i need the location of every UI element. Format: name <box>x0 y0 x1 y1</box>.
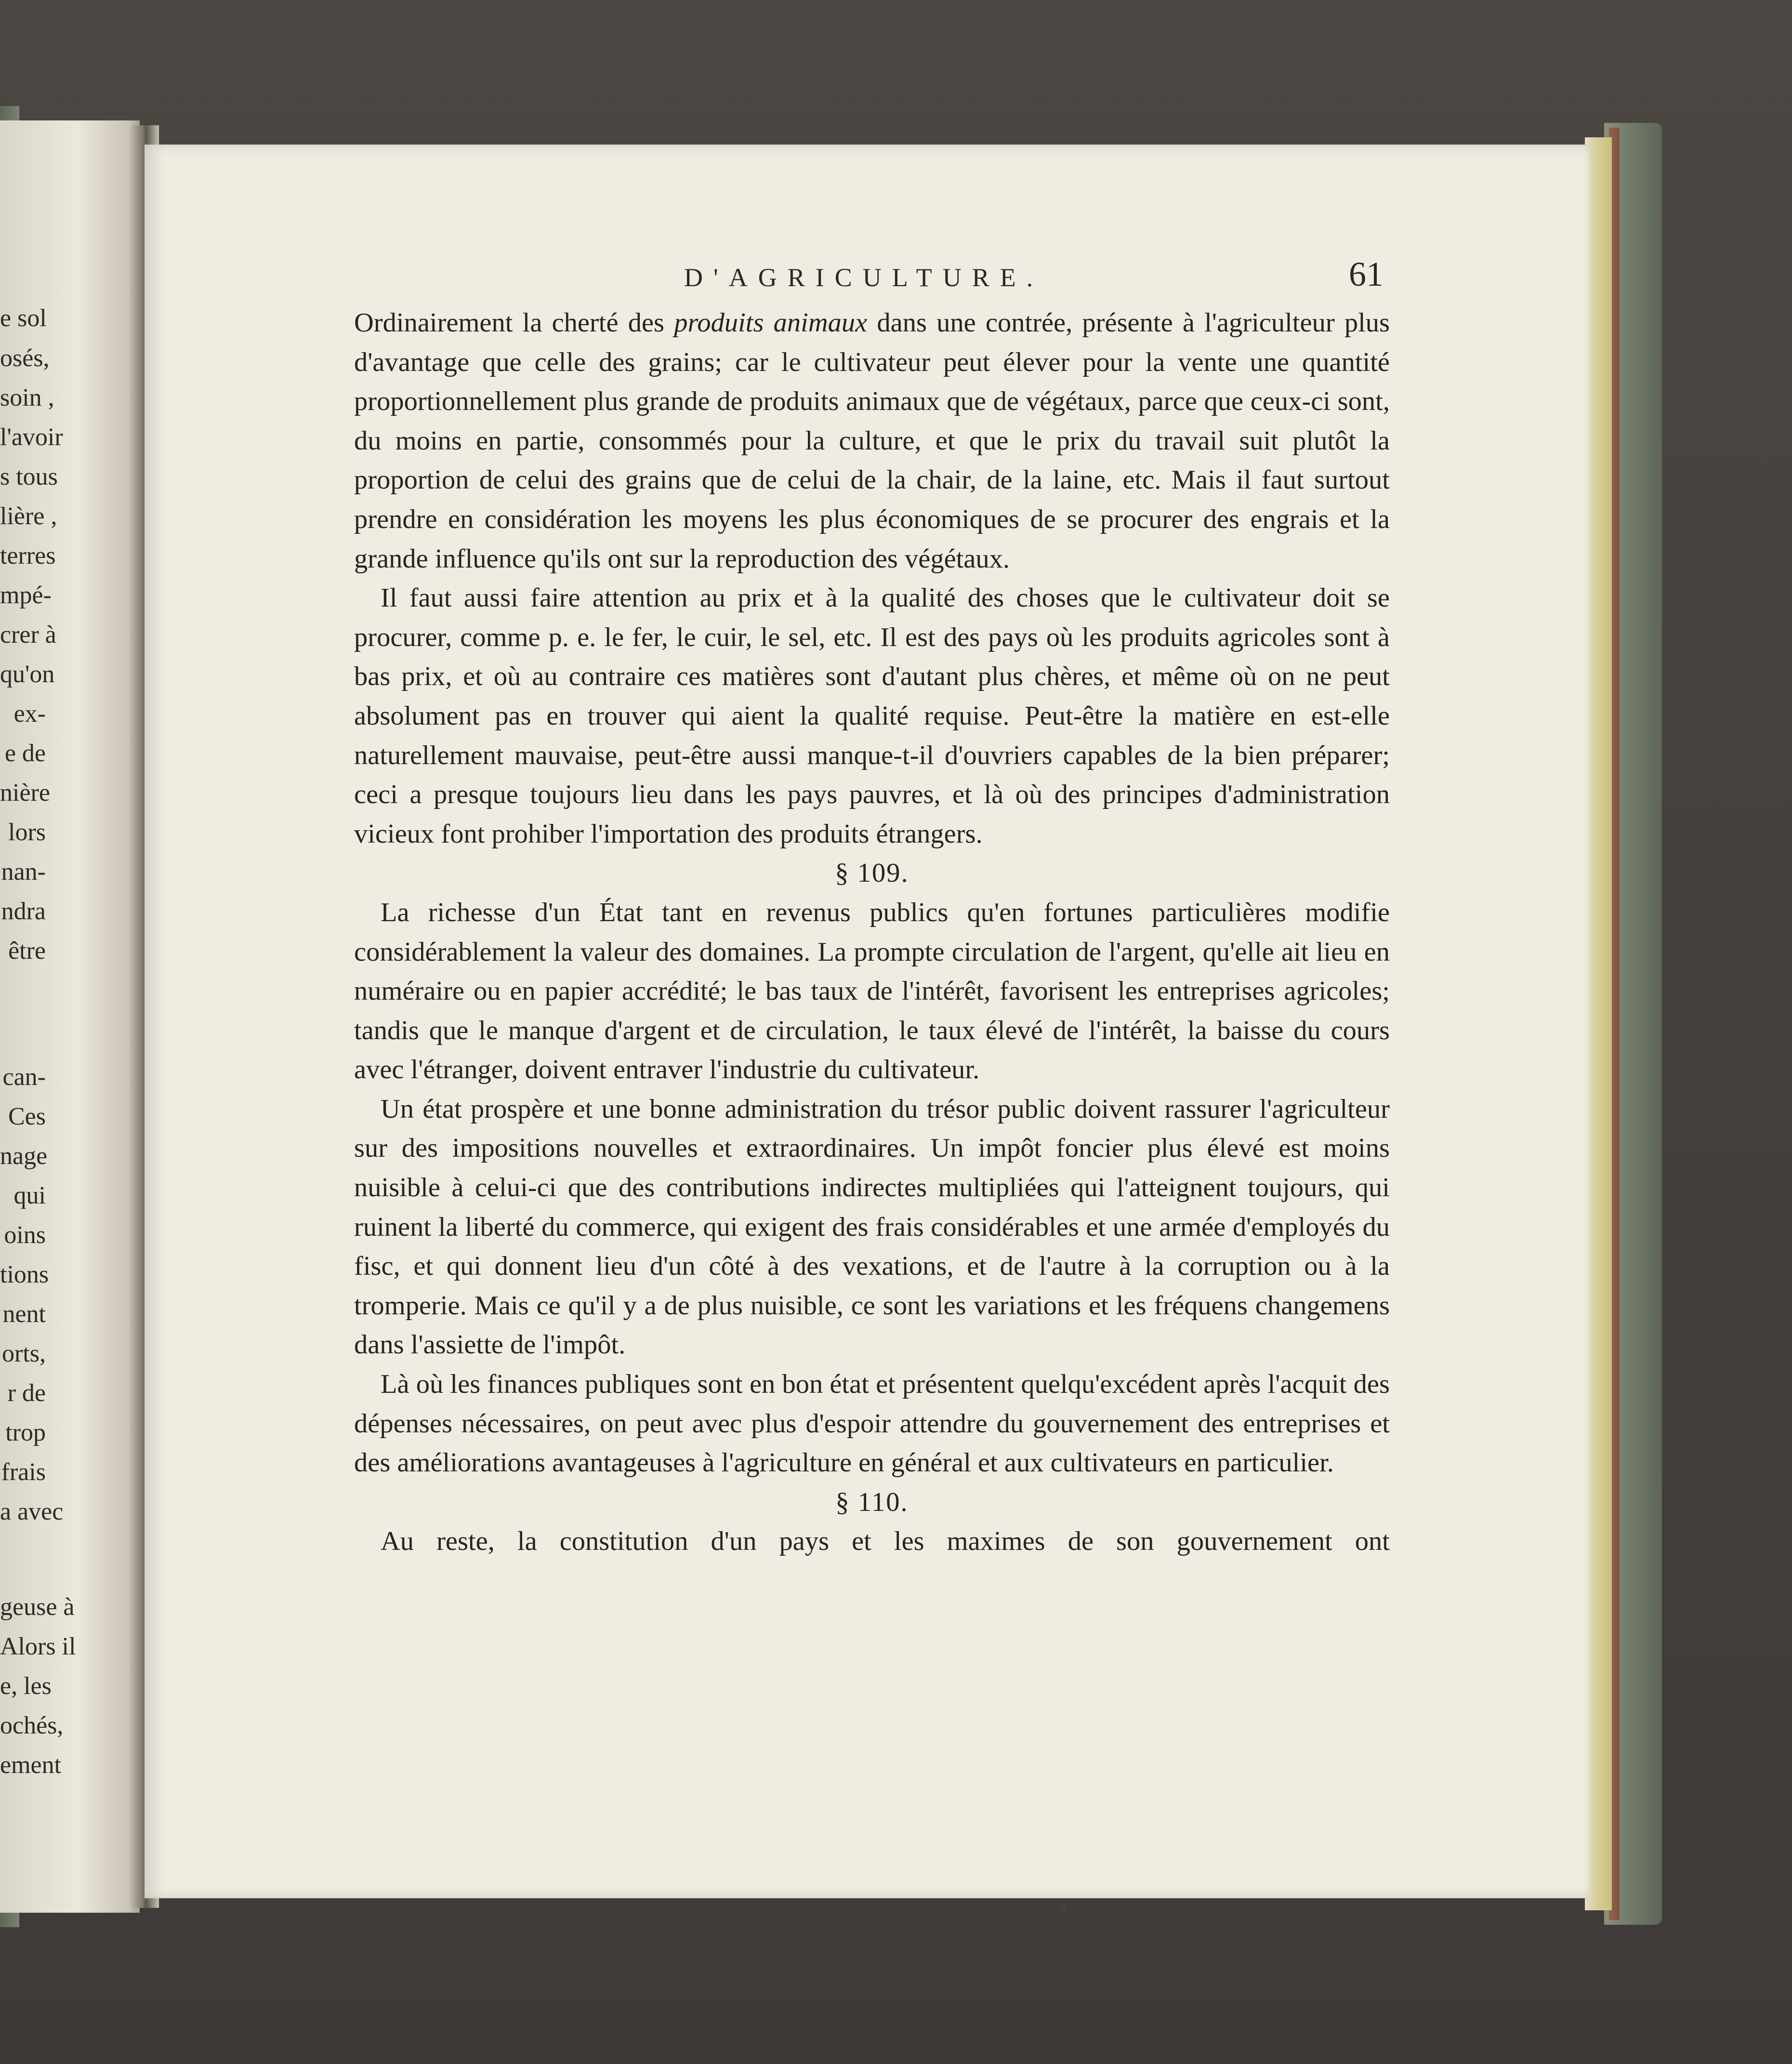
left-fragment: orts, <box>2 1340 46 1367</box>
paragraph-text: Ordinairement la cherté des <box>354 308 674 338</box>
left-fragment: a avec <box>0 1498 64 1525</box>
paragraph-text: dans une contrée, présente à l'agriculteur plus d'avantage que celle des grains; car le cultivateur peut élever pour la vente une quantité proportionnellement plus grande de produits animaux que de végétaux, parce que ceux-ci sont, du moins en partie, consommés pour la culture, et que le prix du travail suit plutôt la proportion de celui des grains que de celui de la chair, de la laine, etc. Mais il faut surtout prendre en considération les moyens les plus économiques de se procurer des engrais et la grande influence qu'ils ont sur la reproduction des végétaux. <box>354 308 1390 574</box>
paper-stain <box>1060 1903 1067 1911</box>
left-fragment: trop <box>5 1419 46 1446</box>
left-fragment: ement <box>0 1751 62 1779</box>
left-fragment: mpé- <box>0 582 52 609</box>
paragraph: La richesse d'un État tant en revenus publics qu'en fortunes particulières modifie considérablement la valeur des domaines. La prompte circulation de l'argent, qu'elle ait lieu en numéraire ou en papier accrédité; le bas taux de l'intérêt, favorisent les entreprises agricoles; tandis que le manque d'argent et de circulation, le taux élevé de l'intérêt, la baisse du cours avec l'étranger, doivent entraver l'industrie du cultivateur. <box>354 897 1390 1085</box>
emphasized-term: produits animaux <box>674 308 868 338</box>
left-fragment: nière <box>0 779 50 807</box>
left-fragment: e, les <box>0 1672 52 1700</box>
paragraph: Il faut aussi faire attention au prix et à la qualité des choses que le cultivateur doit se procurer, comme p. e. le fer, le cuir, le sel, etc. Il est des pays où les produits agricoles sont à bas prix, et où au contraire ces matières sont d'autant plus chères, et même où on ne peut absolument pas en trouver qui aient la qualité requise. Peut-être la matière en est-elle naturellement mauvaise, peut-être aussi manque-t-il d'ouvriers capables de la bien préparer; ceci a presque toujours lieu dans les pays pauvres, et là où des principes d'administration vicieux font prohiber l'importation des produits étrangers. <box>354 583 1390 849</box>
left-fragment: e sol <box>0 304 47 332</box>
left-fragment: soin , <box>0 384 54 411</box>
running-head: D'AGRICULTURE. <box>684 263 1044 292</box>
left-fragment: r de <box>7 1379 46 1407</box>
section-heading: § 109. <box>835 858 909 888</box>
paragraph <box>354 304 1390 579</box>
left-page-fragments <box>0 0 140 2064</box>
left-fragment: s tous <box>0 463 58 490</box>
paragraph: Un état prospère et une bonne administration du trésor public doivent rassurer l'agriculteur sur des impositions nouvelles et extraordinaires. Un impôt foncier plus élevé est moins nuisible à celui-ci que des contributions indirectes multipliées qui l'atteignent toujours, qui ruinent la liberté du commerce, qui exigent des frais considérables et une armée d'employés du fisc, et qui donnent lieu d'un côté à des vexations, et de l'autre à la corruption ou à la tromperie. Mais ce qu'il y a de plus nuisible, ce sont les variations et les fréquens changemens dans l'assiette de l'impôt. <box>354 1094 1390 1360</box>
left-fragment: lière , <box>0 503 57 530</box>
left-fragment: être <box>8 937 46 965</box>
paragraph: Au reste, la constitution d'un pays et les maximes de son gouvernement ont <box>381 1526 1390 1557</box>
left-fragment: nan- <box>1 858 46 886</box>
left-fragment: Ces <box>8 1103 46 1130</box>
left-fragment: osés, <box>0 344 50 372</box>
left-fragment: lors <box>8 819 46 846</box>
left-fragment: crer à <box>0 621 56 648</box>
left-fragment: nage <box>0 1142 48 1170</box>
left-fragment: qui <box>13 1182 46 1209</box>
page-number: 61 <box>1349 255 1384 293</box>
left-fragment: ndra <box>1 898 46 925</box>
left-fragment: tions <box>0 1261 49 1288</box>
left-fragment: e de <box>4 740 46 767</box>
left-fragment: oins <box>4 1221 46 1249</box>
left-fragment: frais <box>1 1458 46 1486</box>
left-fragment: l'avoir <box>0 423 63 451</box>
left-fragment: can- <box>2 1063 46 1091</box>
paragraph: Là où les finances publiques sont en bon état et présentent quelqu'excédent après l'acquit des dépenses nécessaires, on peut avec plus d'espoir attendre du gouvernement des entreprises et des améliorations avantageuses à l'agriculture en général et aux cultivateurs en particulier. <box>354 1369 1390 1478</box>
left-fragment: qu'on <box>0 661 55 688</box>
left-fragment: nent <box>2 1300 46 1328</box>
page-body <box>354 304 1390 1561</box>
section-heading: § 110. <box>835 1487 909 1517</box>
left-fragment: Alors il <box>0 1633 76 1660</box>
left-fragment: ex- <box>13 700 46 728</box>
left-fragment: geuse à <box>0 1593 75 1621</box>
left-fragment: terres <box>0 542 56 569</box>
left-fragment: ochés, <box>0 1712 64 1739</box>
